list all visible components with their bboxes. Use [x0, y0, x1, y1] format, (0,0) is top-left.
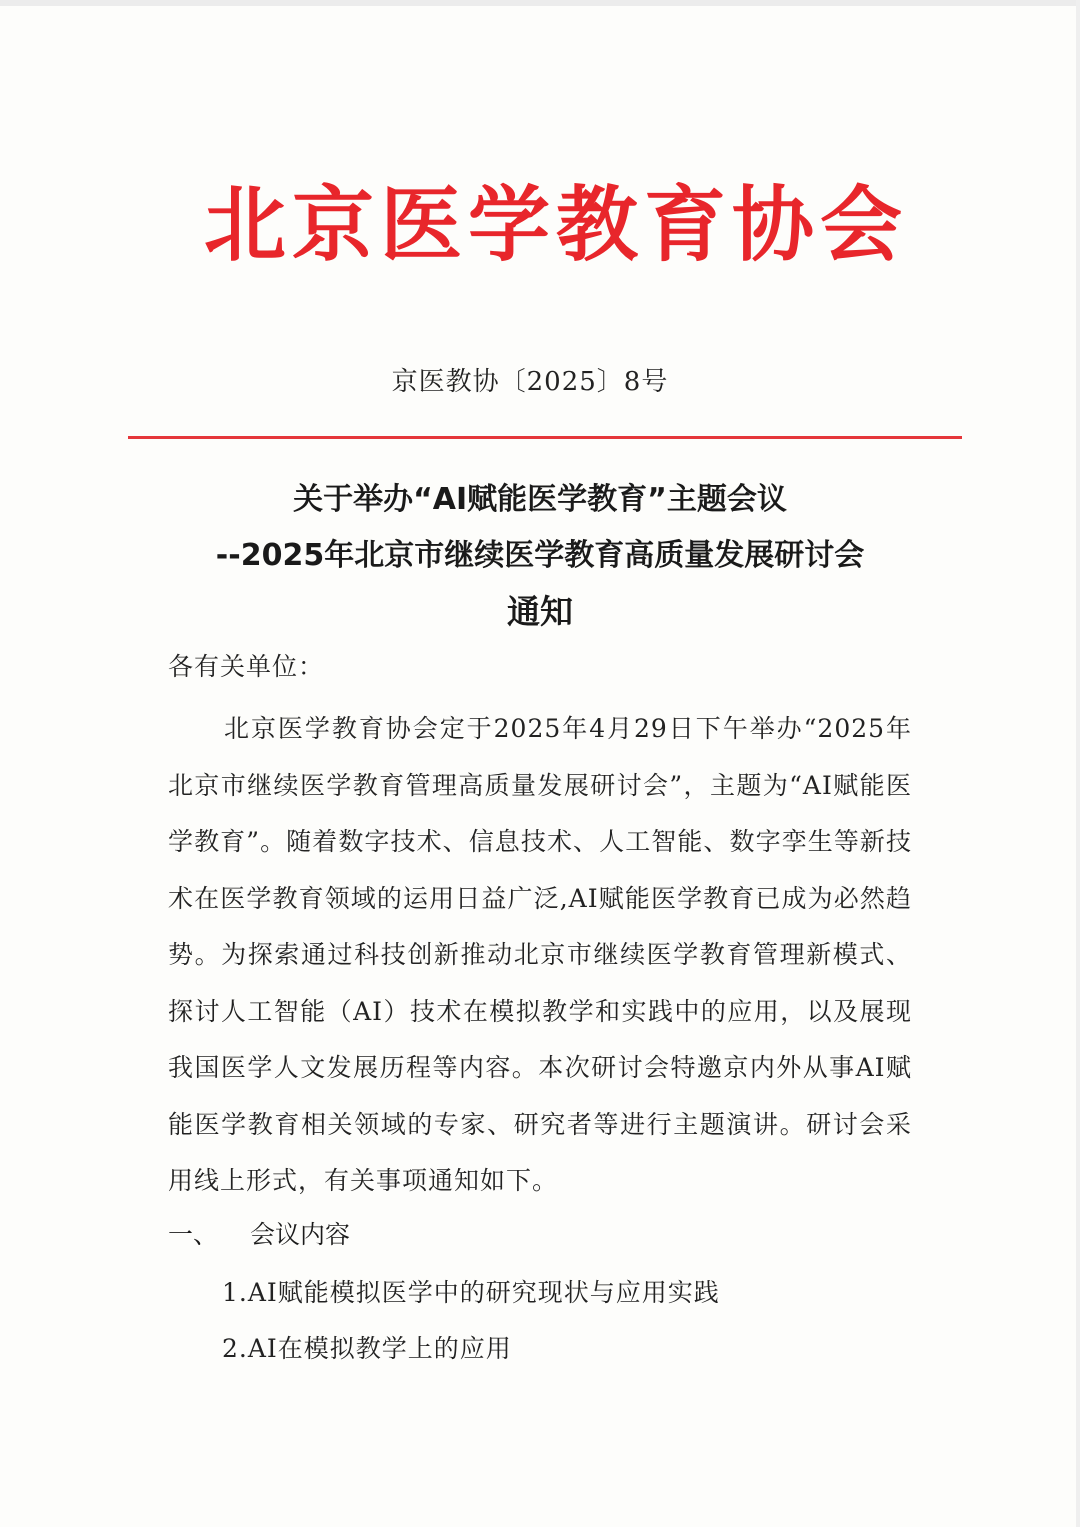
title-line-2: --2025年北京市继续医学教育高质量发展研讨会 [215, 538, 865, 573]
section-title: 会议内容 [250, 1220, 351, 1249]
organization-header: 北京医学教育协会 [203, 177, 908, 273]
title-line-1: 关于举办“AI赋能医学教育”主题会议 [293, 482, 787, 517]
document-number: 京医教协〔2025〕8号 [391, 367, 669, 397]
section-heading [168, 1212, 350, 1258]
title-line-3: 通知 [507, 592, 573, 631]
list-item: 2.AI在模拟教学上的应用 [222, 1334, 512, 1363]
salutation: 各有关单位： [168, 652, 325, 681]
section-number: 一、 [168, 1220, 219, 1249]
red-divider-line [128, 436, 962, 439]
body-paragraph: 北京医学教育协会定于2025年4月29日下午举办“2025年北京市继续医学教育管理高质量发展研讨会”，主题为“AI赋能医学教育”。随着数字技术、信息技术、人工智能、数字孪生等新技术在医学教育领域的运用日益广泛,AI赋能医学教育已成为必然趋势。为探索通过科技创新推动北京市继续医学教育管理新模式、探讨人工智能（AI）技术在模拟教学和实践中的应用，以及展现我国医学人文发展历程等内容。本次研讨会特邀京内外从事AI赋能医学教育相关领域的专家、研究者等进行主题演讲。研讨会采用线上形式，有关事项通知如下。 [168, 714, 912, 1195]
scan-top-edge [0, 0, 1080, 6]
list-item: 1.AI赋能模拟医学中的研究现状与应用实践 [222, 1278, 720, 1307]
